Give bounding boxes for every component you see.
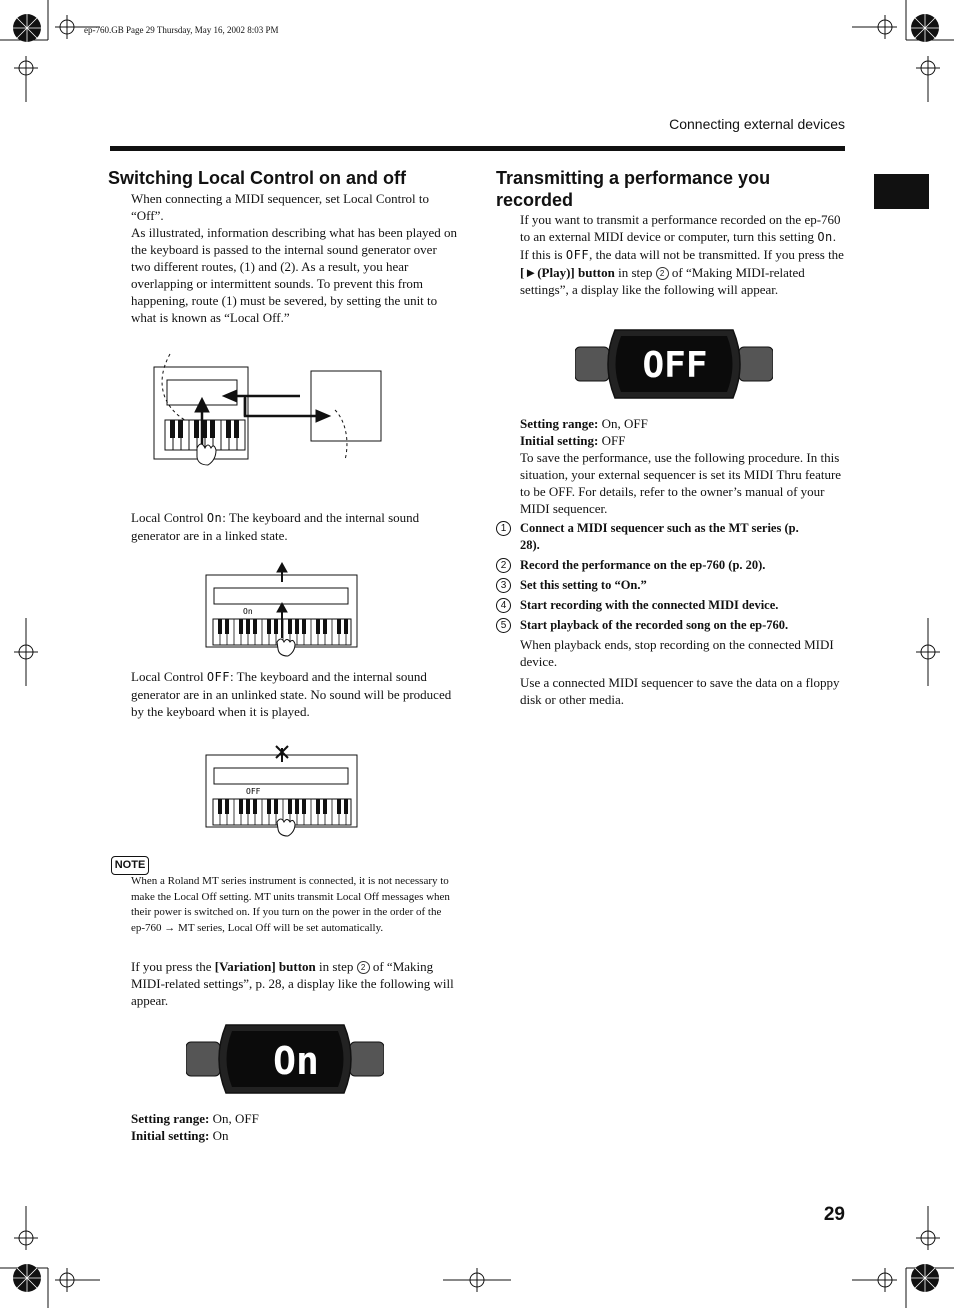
step-number: 4 xyxy=(496,598,511,613)
page-number: 29 xyxy=(823,1204,845,1225)
hand-icon xyxy=(197,444,216,465)
right-setting-range: Setting range: On, OFF Initial setting: OFF To save the performance, use the following procedure. In this situation, your external sequencer is set its MIDI Thru feature to be OFF. For details, refer to the owner’s manual of your MIDI sequencer. xyxy=(520,415,846,517)
procedure-steps xyxy=(500,520,820,634)
lcd-on-code: On xyxy=(206,511,223,525)
list-item: 1 Connect a MIDI sequencer such as the MT series (p. 28). xyxy=(520,520,820,554)
list-item: 5 Start playback of the recorded song on the ep-760. xyxy=(520,617,820,634)
section-heading-transmitting: Transmitting a performance you recorded xyxy=(496,168,771,210)
hand-icon xyxy=(277,819,295,836)
hand-icon xyxy=(277,639,295,656)
lcd-label-off: OFF xyxy=(246,787,261,796)
variation-paragraph: If you press the [Variation] button in step 2 of “Making MIDI-related settings”, p. 28, a display like the following will appear. xyxy=(131,959,454,1008)
step-number: 3 xyxy=(496,578,511,593)
display-off-text: OFF xyxy=(642,345,708,386)
section-heading-local-control: Switching Local Control on and off xyxy=(108,168,406,188)
print-slug: ep-760.GB Page 29 Thursday, May 16, 2002 8:03 PM xyxy=(84,25,279,35)
step-ref-circle: 2 xyxy=(656,267,669,280)
note-text: When a Roland MT series instrument is connected, it is not necessary to make the Local Off setting. MT units transmit Local Off messages when their power is switched on. If you turn on the power in the order of the ep-760 → MT series, Local Off will be set automatically. xyxy=(131,875,450,934)
step-number: 5 xyxy=(496,618,511,633)
display-on xyxy=(186,1023,384,1095)
procedure-intro: To save the performance, use the following procedure. In this situation, your external sequencer is set its MIDI Thru feature to be OFF. For details, refer to the owner’s manual of your MIDI sequencer. xyxy=(520,450,842,516)
intro-paragraph-2: As illustrated, information describing what has been played on the keyboard is passed to the internal sound generator over two different routes, (1) and (2). As a result, you hear overlapping or intermittent sounds. To prevent this from happening, route (1) must be severed, by setting the unit to what is known as “Local Off.” xyxy=(131,225,458,325)
running-title: Connecting external devices xyxy=(669,116,845,132)
procedure-after: When playback ends, stop recording on the connected MIDI device. Use a connected MIDI sequencer to save the data on a floppy disk or other media. xyxy=(520,637,840,707)
step-number: 2 xyxy=(496,558,511,573)
local-control-intro xyxy=(131,190,457,326)
lcd-on-code: On xyxy=(817,230,833,244)
routing-diagram xyxy=(145,350,385,470)
list-item: 3 Set this setting to “On.” xyxy=(520,577,820,594)
local-control-off-description: Local Control OFF: The keyboard and the internal sound generator are in an unlinked state. No sound will be produced by the keyboard when it is played. xyxy=(131,669,452,719)
list-item: 4 Start recording with the connected MIDI device. xyxy=(520,597,820,614)
lcd-off-code: OFF xyxy=(206,670,231,684)
left-setting-range: Setting range: On, OFF Initial setting: On xyxy=(131,1111,259,1143)
display-on-text: On xyxy=(273,1039,319,1083)
step-number: 1 xyxy=(496,521,511,536)
variation-button-ref: [Variation] button xyxy=(214,959,316,974)
local-on-diagram xyxy=(205,562,360,657)
note-badge: NOTE xyxy=(111,856,149,875)
lcd-label-on: On xyxy=(243,607,253,616)
display-off xyxy=(575,328,773,400)
intro-paragraph-1: When connecting a MIDI sequencer, set Local Control to “Off”. xyxy=(131,191,430,223)
local-off-diagram xyxy=(205,742,360,837)
step-ref-circle: 2 xyxy=(357,961,370,974)
header-rule xyxy=(110,146,845,151)
transmitting-intro: If you want to transmit a performance recorded on the ep-760 to an external MIDI device or computer, turn this setting On. If this is OFF, the data will not be transmitted. If you press the [►(Play)] button in step 2 of “Making MIDI-related settings”, a display like the following will appear. xyxy=(520,212,844,297)
list-item: 2 Record the performance on the ep-760 (p. 20). xyxy=(520,557,820,574)
chapter-tab xyxy=(874,174,929,209)
lcd-off-code: OFF xyxy=(565,248,590,262)
local-control-on-description: Local Control On: The keyboard and the internal sound generator are in a linked state. xyxy=(131,510,420,543)
play-button-ref: [►(Play)] button xyxy=(520,265,615,280)
